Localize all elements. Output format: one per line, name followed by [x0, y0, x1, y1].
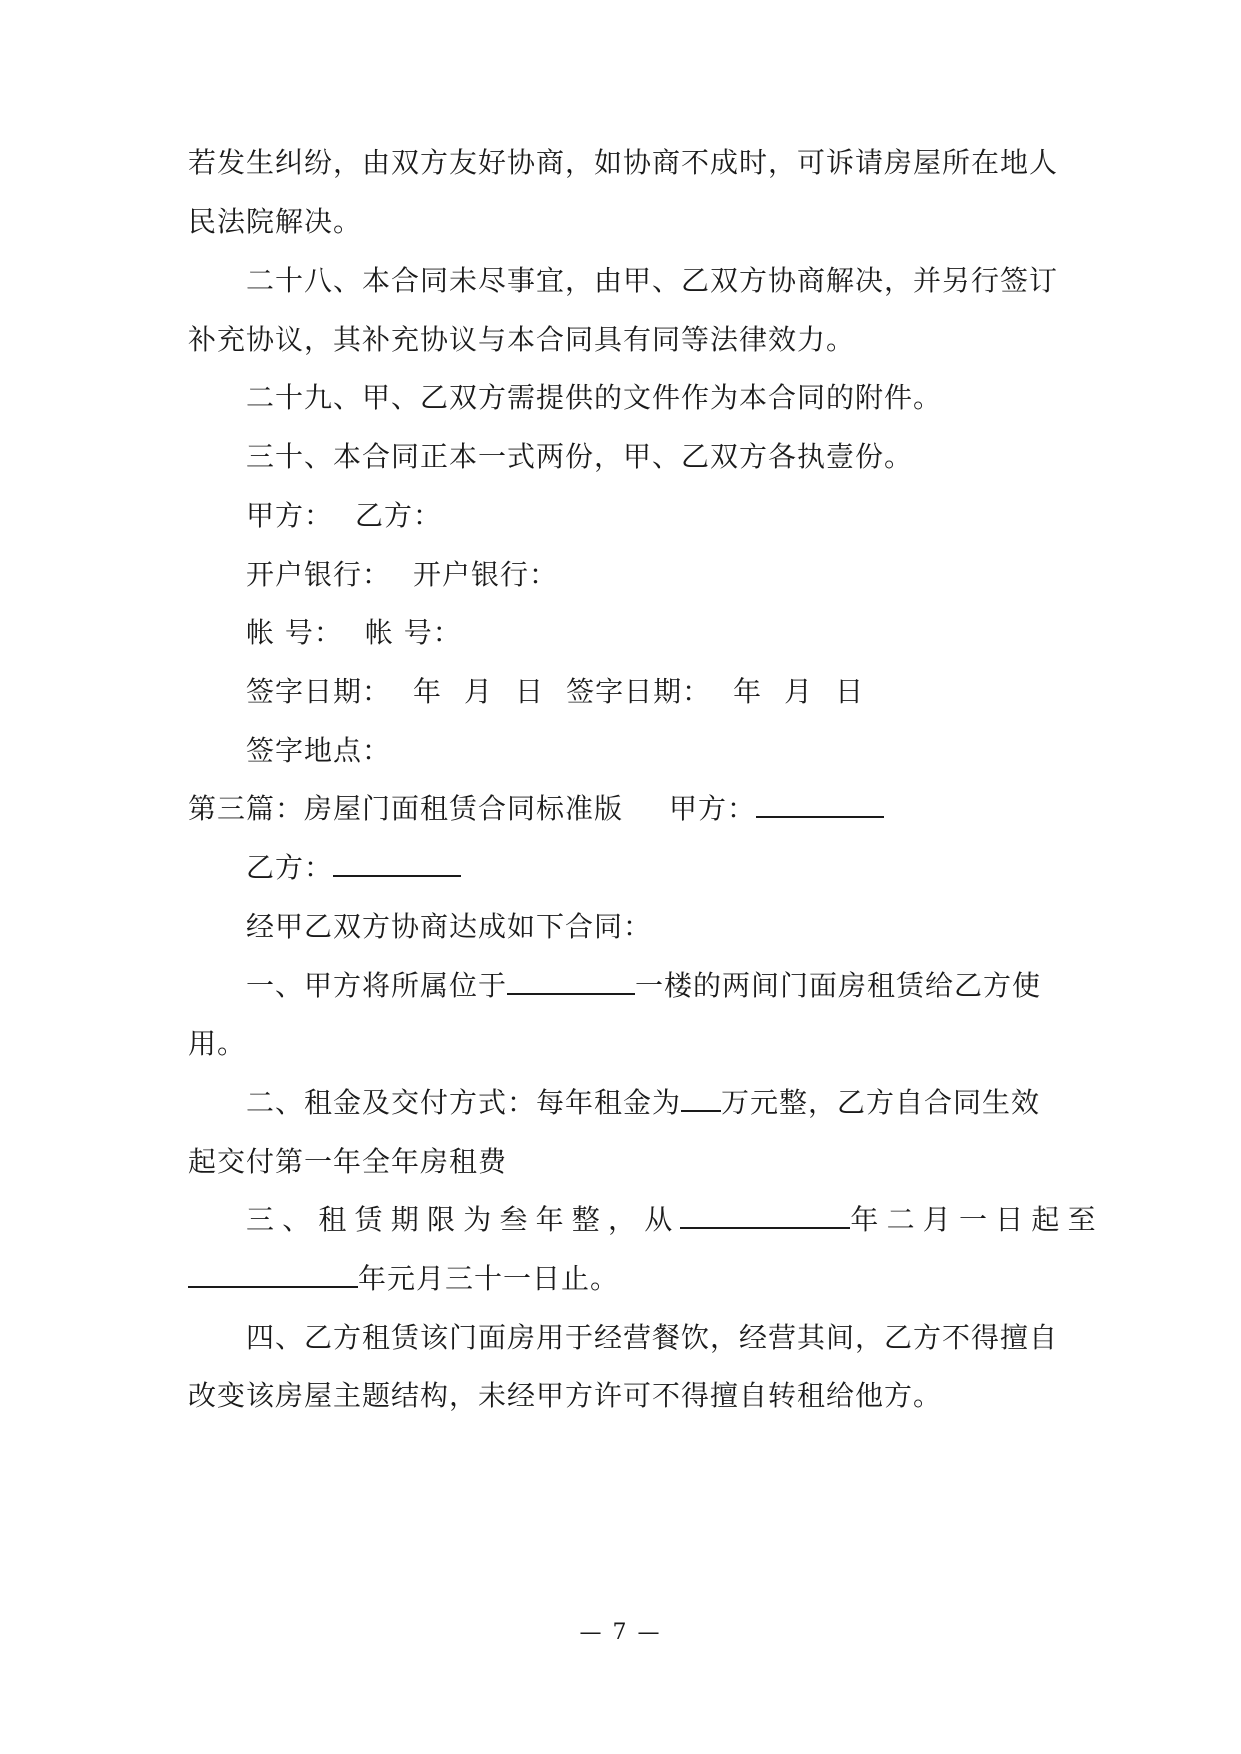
clause-1-line-1 [246, 966, 1041, 1006]
clause-3-post: 年二月一日起至 [850, 1203, 1104, 1236]
date-b-year: 年 [733, 675, 763, 708]
location-blank [507, 967, 635, 995]
start-year-blank [680, 1201, 850, 1229]
clause-28-line-1: 二十八、本合同未尽事宜，由甲、乙双方协商解决，并另行签订 [246, 264, 1059, 297]
signature-bank-row [246, 555, 558, 595]
signature-party-row [246, 496, 442, 536]
bank-a-label: 开户银行： [246, 558, 392, 591]
date-a-day: 日 [515, 675, 545, 708]
clause-3-line-1 [246, 1200, 1104, 1240]
clause-3-cont: 年元月三十一日止。 [358, 1262, 620, 1295]
clause-2-line-1 [246, 1083, 1040, 1123]
clause-29: 二十九、甲、乙双方需提供的文件作为本合同的附件。 [246, 381, 943, 414]
date-a-label: 签字日期： [246, 675, 392, 708]
clause-30: 三十、本合同正本一式两份，甲、乙双方各执壹份。 [246, 440, 914, 473]
signature-date-row [246, 672, 864, 712]
clause-4-line-1: 四、乙方租赁该门面房用于经营餐饮，经营其间，乙方不得擅自 [246, 1321, 1059, 1354]
party-a-blank [756, 790, 884, 818]
date-b-label: 签字日期： [566, 675, 712, 708]
section-3-intro: 经甲乙双方协商达成如下合同： [246, 910, 653, 943]
clause-1-post: 一楼的两间门面房租赁给乙方使 [635, 969, 1042, 1002]
clause-3-pre: 三、租赁期限为叁年整，从 [246, 1203, 681, 1236]
clause-2-pre: 二、租金及交付方式：每年租金为 [246, 1086, 682, 1119]
section-3-party-b-row [246, 848, 461, 888]
party-a-label: 甲方： [246, 499, 334, 532]
account-a-label: 帐 号： [246, 616, 343, 649]
end-year-blank [188, 1260, 358, 1288]
rent-blank [681, 1084, 721, 1112]
date-a-year: 年 [413, 675, 443, 708]
text-line: 民法院解决。 [188, 205, 363, 238]
date-b-day: 日 [835, 675, 865, 708]
signature-account-row [246, 613, 462, 653]
clause-28-line-2: 补充协议，其补充协议与本合同具有同等法律效力。 [188, 323, 856, 356]
date-a-month: 月 [464, 675, 494, 708]
party-b-blank [333, 849, 461, 877]
section-3-party-b: 乙方： [246, 851, 334, 884]
section-3-heading-row [188, 789, 884, 829]
text-line: 若发生纠纷，由双方友好协商，如协商不成时，可诉请房屋所在地人 [188, 146, 1059, 179]
bank-b-label: 开户银行： [413, 558, 559, 591]
signature-place: 签字地点： [246, 734, 392, 767]
clause-1-line-2: 用。 [188, 1027, 247, 1060]
clause-2-post: 万元整，乙方自合同生效 [721, 1086, 1041, 1119]
clause-1-pre: 一、甲方将所属位于 [246, 969, 508, 1002]
page-number: — 7 — [579, 1620, 662, 1645]
party-b-label: 乙方： [355, 499, 443, 532]
clause-4-line-2: 改变该房屋主题结构，未经甲方许可不得擅自转租给他方。 [188, 1379, 943, 1412]
section-3-heading: 第三篇：房屋门面租赁合同标准版 [188, 792, 624, 825]
clause-2-line-2: 起交付第一年全年房租费 [188, 1145, 508, 1178]
account-b-label: 帐 号： [364, 616, 462, 649]
section-3-party-a: 甲方： [669, 792, 757, 825]
clause-3-line-2 [188, 1259, 619, 1299]
date-b-month: 月 [784, 675, 814, 708]
